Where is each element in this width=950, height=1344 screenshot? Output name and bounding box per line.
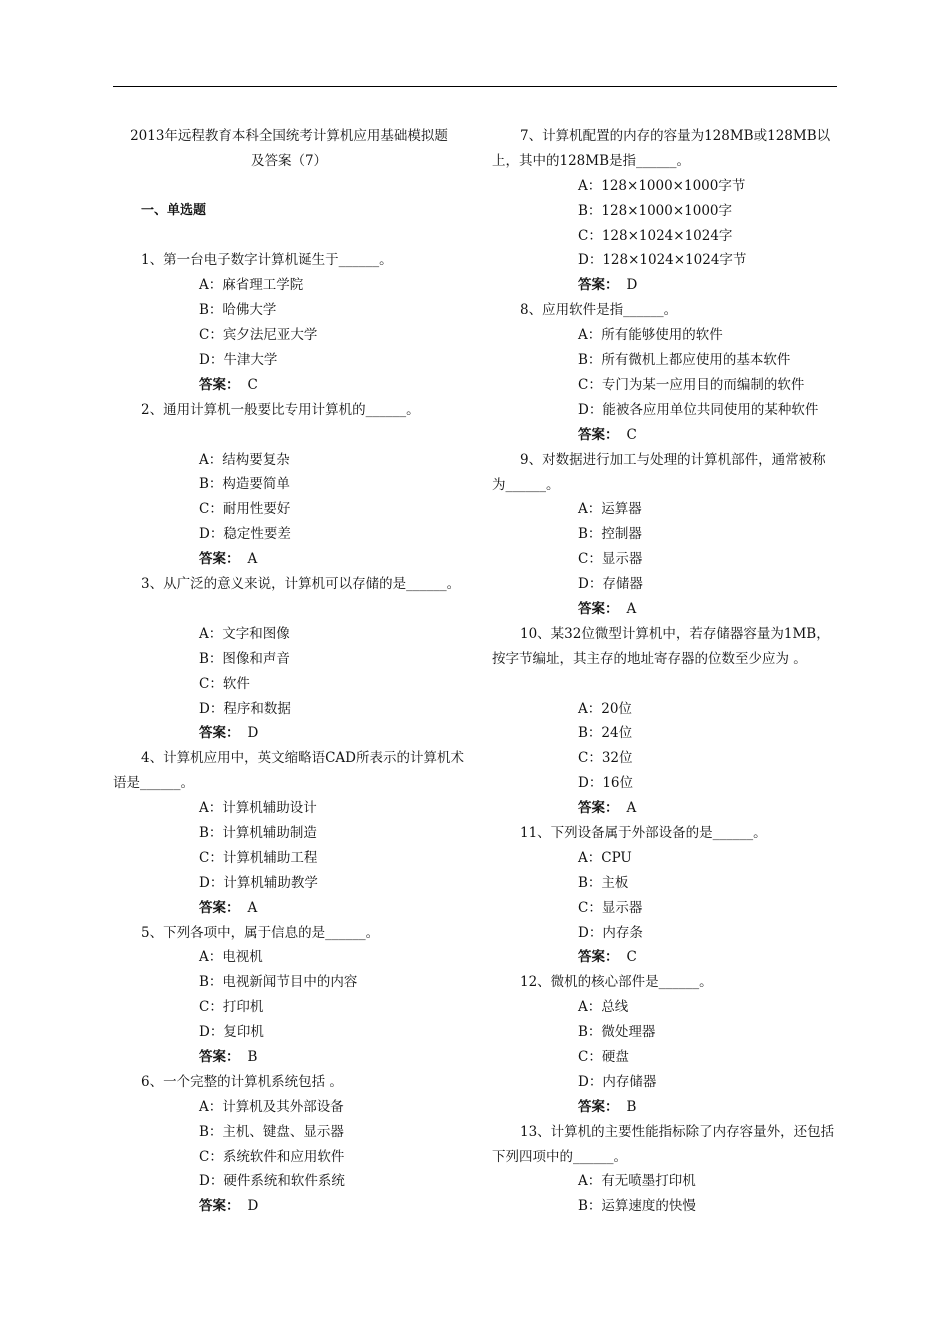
option: D：稳定性要差	[199, 526, 291, 543]
question-13: 13、计算机的主要性能指标除了内存容量外，还包括下列四项中的______。	[492, 1123, 835, 1165]
question-6: 6、一个完整的计算机系统包括 。	[141, 1073, 343, 1090]
option: A：CPU	[578, 849, 632, 866]
option: B：构造要简单	[199, 476, 290, 493]
option: D：计算机辅助教学	[199, 874, 318, 891]
answer-value: A	[626, 800, 637, 817]
option: B：控制器	[578, 526, 642, 543]
answer-label: 答案：	[578, 426, 619, 443]
header-rule	[113, 86, 837, 87]
option: C：系统软件和应用软件	[199, 1148, 345, 1165]
doc-title-line2: 及答案（7）	[250, 152, 328, 169]
answer-value: C	[626, 949, 637, 966]
option: B：运算速度的快慢	[578, 1198, 696, 1215]
option: A：总线	[578, 999, 629, 1016]
answer-value: D	[247, 725, 259, 742]
answer-value: D	[247, 1198, 259, 1215]
question-11: 11、下列设备属于外部设备的是______。	[520, 824, 767, 841]
option: A：20位	[578, 700, 632, 717]
option: A：128×1000×1000字节	[578, 177, 746, 194]
option: B：主板	[578, 874, 629, 891]
option: B：电视新闻节目中的内容	[199, 974, 358, 991]
question-4: 4、计算机应用中，英文缩略语CAD所表示的计算机术语是______。	[113, 750, 464, 792]
answer-label: 答案：	[578, 277, 619, 294]
option: C：32位	[578, 750, 633, 767]
answer-line	[113, 547, 465, 572]
answer-value: A	[626, 600, 637, 617]
option: D：存储器	[578, 576, 643, 593]
option: A：麻省理工学院	[199, 277, 304, 294]
question-8: 8、应用软件是指______。	[520, 302, 678, 319]
option: C：打印机	[199, 999, 264, 1016]
question-12: 12、微机的核心部件是______。	[520, 974, 713, 991]
answer-line	[492, 796, 838, 821]
question-10: 10、某32位微型计算机中，若存储器容量为1MB，按字节编址，其主存的地址寄存器的位数至少应为 。	[492, 625, 830, 667]
answer-value: A	[247, 899, 258, 916]
answer-value: C	[626, 426, 637, 443]
option: D：内存条	[578, 924, 643, 941]
answer-line	[113, 896, 465, 921]
answer-value: D	[626, 277, 638, 294]
answer-label: 答案：	[578, 800, 619, 817]
option: C：硬盘	[578, 1049, 629, 1065]
option: A：有无喷墨打印机	[578, 1173, 696, 1190]
answer-label: 答案：	[578, 949, 619, 966]
answer-value: B	[247, 1049, 258, 1065]
option: B：24位	[578, 725, 633, 742]
option: B：图像和声音	[199, 650, 290, 667]
doc-title-line1: 2013年远程教育本科全国统考计算机应用基础模拟题	[130, 128, 448, 144]
option: B：微处理器	[578, 1024, 656, 1041]
answer-line	[113, 373, 465, 398]
option: D：牛津大学	[199, 352, 278, 369]
answer-label: 答案：	[199, 376, 240, 393]
option: C：软件	[199, 675, 250, 692]
option: B：哈佛大学	[199, 302, 277, 319]
question-5: 5、下列各项中，属于信息的是______。	[141, 924, 380, 941]
option: C：显示器	[578, 899, 643, 916]
answer-label: 答案：	[199, 899, 240, 916]
answer-label: 答案：	[578, 600, 619, 617]
option: C：计算机辅助工程	[199, 849, 318, 866]
answer-label: 答案：	[199, 725, 240, 742]
right-column	[492, 124, 838, 1219]
question-9: 9、对数据进行加工与处理的计算机部件，通常被称为______。	[492, 451, 826, 493]
answer-line	[492, 1095, 838, 1120]
option: A：文字和图像	[199, 625, 290, 642]
left-column	[113, 124, 465, 1219]
question-2: 2、通用计算机一般要比专用计算机的______。	[141, 401, 420, 418]
answer-label: 答案：	[199, 1049, 240, 1065]
answer-label: 答案：	[199, 1198, 240, 1215]
answer-line	[492, 945, 838, 970]
option: C：宾夕法尼亚大学	[199, 327, 318, 344]
question-7: 7、计算机配置的内存的容量为128MB或128MB以上，其中的128MB是指______。	[492, 128, 831, 169]
option: C：128×1024×1024字	[578, 227, 733, 244]
option: D：128×1024×1024字节	[578, 252, 747, 269]
option: D：能被各应用单位共同使用的某种软件	[578, 401, 819, 418]
option: A：所有能够使用的软件	[578, 327, 723, 344]
answer-value: A	[247, 551, 258, 568]
answer-line	[492, 423, 838, 448]
option: A：结构要复杂	[199, 451, 290, 468]
option: C：显示器	[578, 551, 643, 568]
answer-label: 答案：	[578, 1098, 619, 1115]
answer-line	[113, 1045, 465, 1070]
answer-line	[492, 597, 838, 622]
question-3: 3、从广泛的意义来说，计算机可以存储的是______。	[141, 576, 461, 593]
option: B：128×1000×1000字	[578, 202, 733, 219]
option: D：16位	[578, 775, 634, 792]
answer-label: 答案：	[199, 551, 240, 568]
question-1: 1、第一台电子数字计算机诞生于______。	[141, 252, 393, 269]
option: C：耐用性要好	[199, 501, 291, 518]
option: B：主机、键盘、显示器	[199, 1123, 344, 1140]
option: D：硬件系统和软件系统	[199, 1173, 345, 1190]
option: A：电视机	[199, 949, 263, 966]
option: D：内存储器	[578, 1073, 657, 1090]
answer-value: B	[626, 1098, 637, 1115]
option: B：所有微机上都应使用的基本软件	[578, 352, 791, 369]
option: B：计算机辅助制造	[199, 824, 317, 841]
section-heading: 一、单选题	[141, 202, 207, 218]
answer-line	[113, 721, 465, 746]
answer-value: C	[247, 376, 258, 393]
option: A：计算机辅助设计	[199, 800, 317, 817]
answer-line	[492, 273, 838, 298]
option: A：计算机及其外部设备	[199, 1098, 344, 1115]
option: D：复印机	[199, 1024, 264, 1041]
option: D：程序和数据	[199, 700, 291, 717]
answer-line	[113, 1194, 465, 1219]
option: C：专门为某一应用目的而编制的软件	[578, 376, 805, 393]
option: A：运算器	[578, 501, 642, 518]
